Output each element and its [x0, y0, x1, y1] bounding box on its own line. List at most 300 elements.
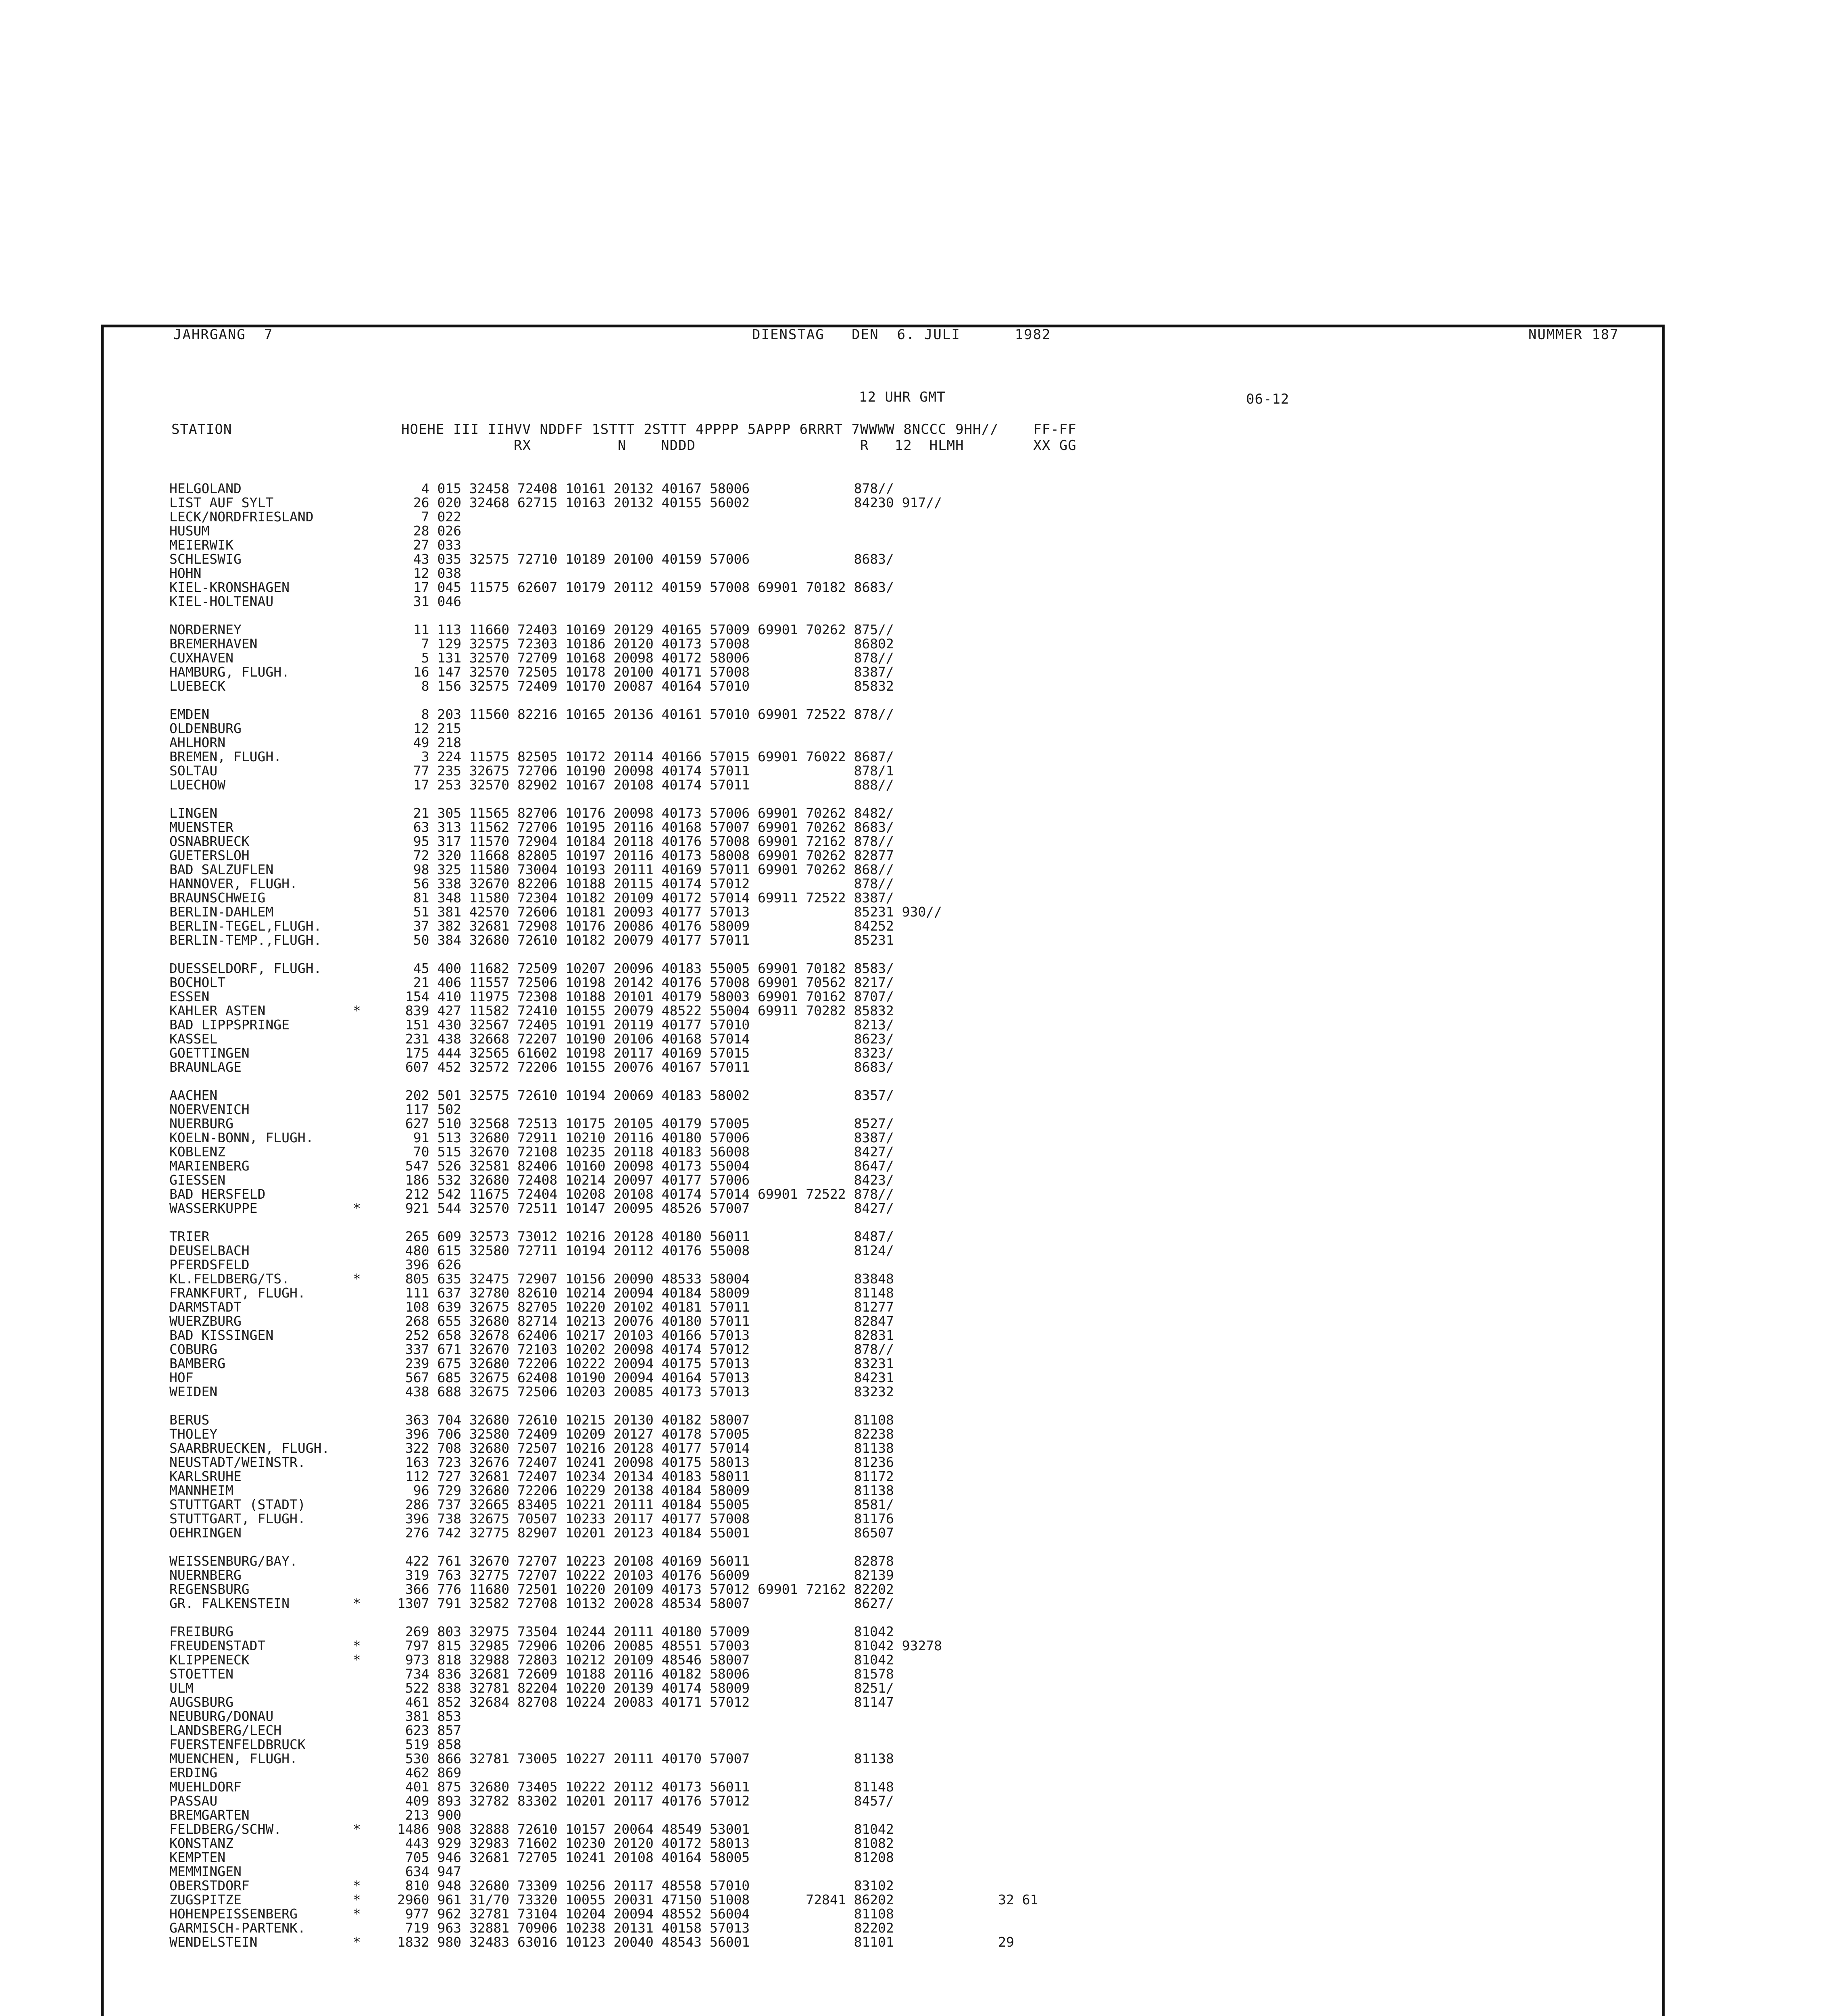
- table-row: [0, 1018, 1834, 1032]
- table-row: [0, 778, 1834, 792]
- table-row: [0, 1187, 1834, 1201]
- observation-codes: 634 947: [397, 1864, 461, 1879]
- table-row: [0, 962, 1834, 975]
- observation-codes: 2960 961 31/70 73320 10055 20031 47150 51008 72841 86202 32 61: [397, 1892, 1038, 1908]
- table-row: [0, 1526, 1834, 1540]
- observation-codes: 108 639 32675 82705 10220 20102 40181 57011 81277: [397, 1299, 894, 1315]
- station-name: STUTTGART (STADT): [169, 1497, 306, 1512]
- station-name: GR. FALKENSTEIN: [169, 1595, 290, 1611]
- station-name: KOBLENZ: [169, 1144, 226, 1160]
- observation-codes: 1307 791 32582 72708 10132 20028 48534 58007 8627/: [397, 1595, 894, 1611]
- observation-codes: 98 325 11580 73004 10193 20111 40169 57011 69901 70262 868//: [397, 862, 894, 877]
- observation-codes: 239 675 32680 72206 10222 20094 40175 57013 83231: [397, 1356, 894, 1371]
- table-row: [0, 1145, 1834, 1159]
- observation-codes: 461 852 32684 82708 10224 20083 40171 57012 81147: [397, 1694, 894, 1710]
- station-name: FUERSTENFELDBRUCK: [169, 1737, 306, 1752]
- table-row: [0, 1060, 1834, 1074]
- table-row: [0, 1441, 1834, 1455]
- observation-codes: 623 857: [397, 1722, 461, 1738]
- station-name: GOETTINGEN: [169, 1045, 250, 1061]
- station-name: CUXHAVEN: [169, 650, 233, 666]
- station-name: NORDERNEY: [169, 622, 242, 637]
- table-row: [0, 679, 1834, 693]
- observation-codes: 96 729 32680 72206 10229 20138 40184 58009 81138: [397, 1483, 894, 1498]
- station-name: OEHRINGEN: [169, 1525, 242, 1541]
- station-name: TRIER: [169, 1229, 210, 1244]
- observation-codes: 607 452 32572 72206 10155 20076 40167 57011 8683/: [397, 1059, 894, 1075]
- table-row: [0, 609, 1834, 623]
- table-row: [0, 1286, 1834, 1300]
- station-name: WENDELSTEIN: [169, 1934, 258, 1950]
- observation-codes: 268 655 32680 82714 10213 20076 40180 57011 82847: [397, 1313, 894, 1329]
- observation-codes: 438 688 32675 72506 10203 20085 40173 57013 83232: [397, 1384, 894, 1400]
- observation-codes: 11 113 11660 72403 10169 20129 40165 57009 69901 70262 875//: [397, 622, 894, 637]
- observation-codes: 519 858: [397, 1737, 461, 1752]
- bergstation-mark: *: [353, 1892, 361, 1908]
- observation-codes: 151 430 32567 72405 10191 20119 40177 57010 8213/: [397, 1017, 894, 1033]
- bergstation-mark: *: [353, 1200, 361, 1216]
- table-row: [0, 595, 1834, 608]
- table-row: [0, 1244, 1834, 1258]
- station-name: KIEL-HOLTENAU: [169, 594, 274, 609]
- bergstation-mark: *: [353, 1003, 361, 1018]
- observation-codes: 212 542 11675 72404 10208 20108 40174 57014 69901 72522 878//: [397, 1186, 894, 1202]
- station-name: LANDSBERG/LECH: [169, 1722, 282, 1738]
- station-name: MEIERWIK: [169, 537, 233, 553]
- observation-codes: 719 963 32881 70906 10238 20131 40158 57013 82202: [397, 1920, 894, 1936]
- station-name: KIEL-KRONSHAGEN: [169, 579, 290, 595]
- station-name: KLIPPENECK: [169, 1652, 250, 1668]
- table-row: [0, 1512, 1834, 1526]
- station-name: BAD LIPPSPRINGE: [169, 1017, 290, 1033]
- station-name: NUERBURG: [169, 1116, 233, 1131]
- observation-codes: 56 338 32670 82206 10188 20115 40174 57012 878//: [397, 876, 894, 891]
- observation-codes: 839 427 11582 72410 10155 20079 48522 55004 69911 70282 85832: [397, 1003, 894, 1018]
- observation-codes: 154 410 11975 72308 10188 20101 40179 58003 69901 70162 8707/: [397, 989, 894, 1004]
- observation-codes: 17 253 32570 82902 10167 20108 40174 57011 888//: [397, 777, 894, 793]
- table-row: [0, 1004, 1834, 1018]
- observation-codes: 8 203 11560 82216 10165 20136 40161 57010 69901 72522 878//: [397, 706, 894, 722]
- observation-codes: 5 131 32570 72709 10168 20098 40172 58006 878//: [397, 650, 894, 666]
- station-name: PFERDSFELD: [169, 1257, 250, 1272]
- table-row: [0, 538, 1834, 552]
- table-row: [0, 1272, 1834, 1286]
- table-row: [0, 524, 1834, 538]
- table-row: [0, 1935, 1834, 1949]
- station-name: LECK/NORDFRIESLAND: [169, 509, 314, 525]
- observation-codes: 1832 980 32483 63016 10123 20040 48543 56001 81101 29: [397, 1934, 1014, 1950]
- table-row: [0, 792, 1834, 806]
- table-row: [0, 1583, 1834, 1596]
- observation-codes: 213 900: [397, 1807, 461, 1823]
- code-columns-header-1: HOEHE III IIHVV NDDFF 1STTT 2STTT 4PPPP 5APPP 6RRRT 7WWWW 8NCCC 9HH// FF-FF: [401, 421, 1077, 437]
- table-row: [0, 877, 1834, 891]
- observation-codes: 480 615 32580 72711 10194 20112 40176 55008 8124/: [397, 1243, 894, 1258]
- observation-codes: 396 738 32675 70507 10233 20117 40177 57008 81176: [397, 1511, 894, 1527]
- table-row: [0, 1851, 1834, 1864]
- observation-codes: 265 609 32573 73012 10216 20128 40180 56011 8487/: [397, 1229, 894, 1244]
- table-row: [0, 948, 1834, 961]
- station-name: DEUSELBACH: [169, 1243, 250, 1258]
- observation-codes: 117 502: [397, 1102, 461, 1117]
- station-name: NEUSTADT/WEINSTR.: [169, 1454, 306, 1470]
- table-row: [0, 905, 1834, 919]
- table-row: [0, 581, 1834, 594]
- zeitraum: 06-12: [1246, 391, 1290, 407]
- station-name: WEISSENBURG/BAY.: [169, 1553, 298, 1569]
- station-name: LIST AUF SYLT: [169, 495, 274, 510]
- observation-codes: 810 948 32680 73309 10256 20117 48558 57010 83102: [397, 1878, 894, 1893]
- station-name: EMDEN: [169, 706, 210, 722]
- observation-codes: 81 348 11580 72304 10182 20109 40172 57014 69911 72522 8387/: [397, 890, 894, 906]
- table-row: [0, 1724, 1834, 1737]
- observation-codes: 26 020 32468 62715 10163 20132 40155 56002 84230 917//: [397, 495, 942, 510]
- table-row: [0, 1103, 1834, 1116]
- station-name: OSNABRUECK: [169, 833, 250, 849]
- table-row: [0, 510, 1834, 524]
- observation-codes: 50 384 32680 72610 10182 20079 40177 57011 85231: [397, 932, 894, 948]
- station-name: AACHEN: [169, 1087, 218, 1103]
- observation-codes: 28 026: [397, 523, 461, 539]
- observation-codes: 51 381 42570 72606 10181 20093 40177 57013 85231 930//: [397, 904, 942, 920]
- table-row: [0, 849, 1834, 862]
- table-row: [0, 764, 1834, 778]
- station-name: KL.FELDBERG/TS.: [169, 1271, 290, 1287]
- observation-codes: 921 544 32570 72511 10147 20095 48526 57007 8427/: [397, 1200, 894, 1216]
- observation-codes: 8 156 32575 72409 10170 20087 40164 57010 85832: [397, 678, 894, 694]
- station-name: BREMGARTEN: [169, 1807, 250, 1823]
- table-row: [0, 1766, 1834, 1780]
- table-row: [0, 821, 1834, 834]
- observation-codes: 49 218: [397, 735, 461, 750]
- table-row: [0, 1568, 1834, 1582]
- observation-codes: 77 235 32675 72706 10190 20098 40174 57011 878/1: [397, 763, 894, 779]
- table-row: [0, 1808, 1834, 1822]
- observation-codes: 37 382 32681 72908 10176 20086 40176 58009 84252: [397, 918, 894, 934]
- observation-codes: 797 815 32985 72906 10206 20085 48551 57003 81042 93278: [397, 1638, 942, 1654]
- observation-codes: 627 510 32568 72513 10175 20105 40179 57005 8527/: [397, 1116, 894, 1131]
- table-row: [0, 1202, 1834, 1215]
- bergstation-mark: *: [353, 1906, 361, 1922]
- table-row: [0, 1159, 1834, 1173]
- table-row: [0, 1216, 1834, 1229]
- observation-codes: 202 501 32575 72610 10194 20069 40183 58002 8357/: [397, 1087, 894, 1103]
- observation-codes: 112 727 32681 72407 10234 20134 40183 58011 81172: [397, 1468, 894, 1484]
- station-name: WASSERKUPPE: [169, 1200, 258, 1216]
- table-row: [0, 1752, 1834, 1766]
- table-row: [0, 1865, 1834, 1879]
- observation-codes: 401 875 32680 73405 10222 20112 40173 56011 81148: [397, 1779, 894, 1795]
- station-name: WUERZBURG: [169, 1313, 242, 1329]
- station-name: THOLEY: [169, 1426, 218, 1442]
- observation-codes: 7 129 32575 72303 10186 20120 40173 57008 86802: [397, 636, 894, 652]
- observation-codes: 286 737 32665 83405 10221 20111 40184 55005 8581/: [397, 1497, 894, 1512]
- table-row: [0, 1329, 1834, 1342]
- observation-codes: 252 658 32678 62406 10217 20103 40166 57013 82831: [397, 1327, 894, 1343]
- station-name: FRANKFURT, FLUGH.: [169, 1285, 306, 1301]
- table-row: [0, 1822, 1834, 1836]
- station-name: BAMBERG: [169, 1356, 226, 1371]
- station-name: AUGSBURG: [169, 1694, 233, 1710]
- table-row: [0, 665, 1834, 679]
- table-row: [0, 708, 1834, 721]
- table-row: [0, 1710, 1834, 1723]
- observation-codes: 7 022: [397, 509, 461, 525]
- table-row: [0, 1681, 1834, 1695]
- table-row: [0, 1173, 1834, 1187]
- table-row: [0, 1540, 1834, 1554]
- station-name: DUESSELDORF, FLUGH.: [169, 960, 322, 976]
- observation-codes: 175 444 32565 61602 10198 20117 40169 57015 8323/: [397, 1045, 894, 1061]
- table-row: [0, 1611, 1834, 1624]
- table-row: [0, 1498, 1834, 1512]
- observation-codes: 409 893 32782 83302 10201 20117 40176 57012 8457/: [397, 1793, 894, 1809]
- station-name: BAD SALZUFLEN: [169, 862, 274, 877]
- table-row: [0, 1653, 1834, 1667]
- observation-codes: 45 400 11682 72509 10207 20096 40183 55005 69901 70182 8583/: [397, 960, 894, 976]
- station-name: BERUS: [169, 1412, 210, 1428]
- station-name: STUTTGART, FLUGH.: [169, 1511, 306, 1527]
- station-name: KOELN-BONN, FLUGH.: [169, 1130, 314, 1145]
- station-name: DARMSTADT: [169, 1299, 242, 1315]
- observation-codes: 91 513 32680 72911 10210 20116 40180 57006 8387/: [397, 1130, 894, 1145]
- station-name: FREIBURG: [169, 1624, 233, 1639]
- table-row: [0, 1625, 1834, 1639]
- observation-codes: 12 038: [397, 565, 461, 581]
- bergstation-mark: *: [353, 1652, 361, 1668]
- station-name: KASSEL: [169, 1031, 218, 1047]
- station-name: ZUGSPITZE: [169, 1892, 242, 1908]
- table-row: [0, 933, 1834, 947]
- observation-codes: 12 215: [397, 721, 461, 736]
- table-row: [0, 1357, 1834, 1370]
- observation-codes: 43 035 32575 72710 10189 20100 40159 57006 8683/: [397, 551, 894, 567]
- station-name: MANNHEIM: [169, 1483, 233, 1498]
- table-row: [0, 1780, 1834, 1794]
- table-row: [0, 651, 1834, 665]
- observation-codes: 21 305 11565 82706 10176 20098 40173 57006 69901 70262 8482/: [397, 805, 894, 821]
- station-name: KAHLER ASTEN: [169, 1003, 266, 1018]
- bergstation-mark: *: [353, 1934, 361, 1950]
- observation-codes: 16 147 32570 72505 10178 20100 40171 57008 8387/: [397, 664, 894, 680]
- station-name: AHLHORN: [169, 735, 226, 750]
- table-row: [0, 919, 1834, 933]
- table-row: [0, 482, 1834, 496]
- bergstation-mark: *: [353, 1821, 361, 1837]
- observation-codes: 31 046: [397, 594, 461, 609]
- table-row: [0, 863, 1834, 877]
- station-name: PASSAU: [169, 1793, 218, 1809]
- table-row: [0, 1907, 1834, 1921]
- station-name: ULM: [169, 1680, 194, 1696]
- observation-codes: 973 818 32988 72803 10212 20109 48546 58007 81042: [397, 1652, 894, 1668]
- table-row: [0, 623, 1834, 637]
- station-name: ERDING: [169, 1765, 218, 1781]
- station-name: COBURG: [169, 1341, 218, 1357]
- table-row: [0, 722, 1834, 735]
- table-row: [0, 976, 1834, 989]
- bergstation-mark: *: [353, 1595, 361, 1611]
- station-name: KEMPTEN: [169, 1849, 226, 1865]
- station-name: BREMEN, FLUGH.: [169, 749, 282, 764]
- observation-codes: 705 946 32681 72705 10241 20108 40164 58005 81208: [397, 1849, 894, 1865]
- station-name: MUEHLDORF: [169, 1779, 242, 1795]
- zeit: 12 UHR GMT: [859, 389, 946, 405]
- station-name: MARIENBERG: [169, 1158, 250, 1174]
- table-row: [0, 1258, 1834, 1272]
- observation-codes: 319 763 32775 72707 10222 20103 40176 56009 82139: [397, 1567, 894, 1583]
- table-row: [0, 1695, 1834, 1709]
- table-row: [0, 1075, 1834, 1088]
- table-row: [0, 1456, 1834, 1469]
- code-columns-header-2: RX N NDDD R 12 HLMH XX GG: [401, 437, 1077, 454]
- station-name: LINGEN: [169, 805, 218, 821]
- table-row: [0, 566, 1834, 580]
- station-name: GARMISCH-PARTENK.: [169, 1920, 306, 1936]
- table-row: [0, 1046, 1834, 1060]
- observation-codes: 322 708 32680 72507 10216 20128 40177 57014 81138: [397, 1440, 894, 1456]
- station-name: BERLIN-TEGEL,FLUGH.: [169, 918, 322, 934]
- station-name: BRAUNLAGE: [169, 1059, 242, 1075]
- station-name: KONSTANZ: [169, 1835, 233, 1851]
- station-name: MUENCHEN, FLUGH.: [169, 1751, 298, 1766]
- observation-codes: 186 532 32680 72408 10214 20097 40177 57006 8423/: [397, 1172, 894, 1188]
- station-name: FREUDENSTADT: [169, 1638, 266, 1654]
- table-row: [0, 1484, 1834, 1497]
- observation-codes: 396 706 32580 72409 10209 20127 40178 57005 82238: [397, 1426, 894, 1442]
- station-name: REGENSBURG: [169, 1581, 250, 1597]
- observation-codes: 4 015 32458 72408 10161 20132 40167 58006 878//: [397, 481, 894, 496]
- observation-codes: 269 803 32975 73504 10244 20111 40180 57009 81042: [397, 1624, 894, 1639]
- observation-codes: 337 671 32670 72103 10202 20098 40174 57012 878//: [397, 1341, 894, 1357]
- observation-codes: 72 320 11668 82805 10197 20116 40173 58008 69901 70262 82877: [397, 848, 894, 863]
- station-name: HUSUM: [169, 523, 210, 539]
- station-name: NUERNBERG: [169, 1567, 242, 1583]
- observation-codes: 734 836 32681 72609 10188 20116 40182 58006 81578: [397, 1666, 894, 1682]
- bergstation-mark: *: [353, 1638, 361, 1654]
- station-name: HAMBURG, FLUGH.: [169, 664, 290, 680]
- observation-codes: 462 869: [397, 1765, 461, 1781]
- table-row: [0, 990, 1834, 1004]
- observation-codes: 27 033: [397, 537, 461, 553]
- table-row: [0, 1300, 1834, 1314]
- table-row: [0, 637, 1834, 651]
- table-row: [0, 806, 1834, 820]
- observation-codes: 63 313 11562 72706 10195 20116 40168 57007 69901 70262 8683/: [397, 819, 894, 835]
- station-name: BERLIN-DAHLEM: [169, 904, 274, 920]
- table-row: [0, 891, 1834, 905]
- table-row: [0, 1230, 1834, 1243]
- station-name: GIESSEN: [169, 1172, 226, 1188]
- observation-codes: 231 438 32668 72207 10190 20106 40168 57014 8623/: [397, 1031, 894, 1047]
- station-name: BOCHOLT: [169, 975, 226, 990]
- station-name: SAARBRUECKEN, FLUGH.: [169, 1440, 330, 1456]
- observation-codes: 522 838 32781 82204 10220 20139 40174 58009 8251/: [397, 1680, 894, 1696]
- observation-codes: 1486 908 32888 72610 10157 20064 48549 53001 81042: [397, 1821, 894, 1837]
- station-name: SOLTAU: [169, 763, 218, 779]
- table-row: [0, 1117, 1834, 1131]
- table-row: [0, 1089, 1834, 1102]
- observation-codes: 547 526 32581 82406 10160 20098 40173 55004 8647/: [397, 1158, 894, 1174]
- station-name: SCHLESWIG: [169, 551, 242, 567]
- bergstation-mark: *: [353, 1271, 361, 1287]
- table-row: [0, 1399, 1834, 1413]
- station-name: BREMERHAVEN: [169, 636, 258, 652]
- station-name: HELGOLAND: [169, 481, 242, 496]
- table-row: [0, 1554, 1834, 1568]
- table-row: [0, 1385, 1834, 1399]
- station-name: HANNOVER, FLUGH.: [169, 876, 298, 891]
- table-row: [0, 1032, 1834, 1046]
- station-name: OBERSTDORF: [169, 1878, 250, 1893]
- table-row: [0, 1343, 1834, 1356]
- observation-codes: 381 853: [397, 1708, 461, 1724]
- station-name: BAD KISSINGEN: [169, 1327, 274, 1343]
- station-name: OLDENBURG: [169, 721, 242, 736]
- datum: DIENSTAG DEN 6. JULI 1982: [752, 327, 1051, 343]
- table-row: [0, 1667, 1834, 1681]
- station-name: LUEBECK: [169, 678, 226, 694]
- observation-codes: 3 224 11575 82505 10172 20114 40166 57015 69901 76022 8687/: [397, 749, 894, 764]
- observation-codes: 21 406 11557 72506 10198 20142 40176 57008 69901 70562 8217/: [397, 975, 894, 990]
- observation-codes: 443 929 32983 71602 10230 20120 40172 58013 81082: [397, 1835, 894, 1851]
- table-row: [0, 1131, 1834, 1145]
- table-row: [0, 1837, 1834, 1850]
- table-row: [0, 750, 1834, 764]
- observation-codes: 567 685 32675 62408 10190 20094 40164 57013 84231: [397, 1370, 894, 1385]
- station-name: HOHENPEISSENBERG: [169, 1906, 298, 1922]
- station-name: STOETTEN: [169, 1666, 233, 1682]
- table-row: [0, 1639, 1834, 1653]
- station-name: HOHN: [169, 565, 202, 581]
- table-row: [0, 496, 1834, 510]
- table-row: [0, 1314, 1834, 1328]
- table-row: [0, 736, 1834, 750]
- observation-codes: 95 317 11570 72904 10184 20118 40176 57008 69901 72162 878//: [397, 833, 894, 849]
- table-row: [0, 552, 1834, 566]
- table-row: [0, 1371, 1834, 1385]
- table-row: [0, 1738, 1834, 1752]
- observation-codes: 17 045 11575 62607 10179 20112 40159 57008 69901 70182 8683/: [397, 579, 894, 595]
- station-name: HOF: [169, 1370, 194, 1385]
- station-name: LUECHOW: [169, 777, 226, 793]
- station-name: FELDBERG/SCHW.: [169, 1821, 282, 1837]
- observation-codes: 530 866 32781 73005 10227 20111 40170 57007 81138: [397, 1751, 894, 1766]
- observation-codes: 111 637 32780 82610 10214 20094 40184 58009 81148: [397, 1285, 894, 1301]
- observation-codes: 396 626: [397, 1257, 461, 1272]
- station-name: WEIDEN: [169, 1384, 218, 1400]
- station-name: NEUBURG/DONAU: [169, 1708, 274, 1724]
- table-row: [0, 1597, 1834, 1610]
- table-row: [0, 1413, 1834, 1427]
- jahrgang: JAHRGANG 7: [173, 327, 273, 343]
- table-row: [0, 1893, 1834, 1907]
- table-row: [0, 1794, 1834, 1808]
- observation-codes: 276 742 32775 82907 10201 20123 40184 55001 86507: [397, 1525, 894, 1541]
- observation-codes: 422 761 32670 72707 10223 20108 40169 56011 82878: [397, 1553, 894, 1569]
- table-row: [0, 1470, 1834, 1483]
- observation-codes: 366 776 11680 72501 10220 20109 40173 57012 69901 72162 82202: [397, 1581, 894, 1597]
- station-column-header: STATION: [171, 421, 232, 437]
- observation-codes: 977 962 32781 73104 10204 20094 48552 56004 81108: [397, 1906, 894, 1922]
- table-row: [0, 694, 1834, 707]
- station-name: KARLSRUHE: [169, 1468, 242, 1484]
- table-row: [0, 1921, 1834, 1935]
- table-row: [0, 1879, 1834, 1893]
- observation-codes: 363 704 32680 72610 10215 20130 40182 58007 81108: [397, 1412, 894, 1428]
- station-name: ESSEN: [169, 989, 210, 1004]
- table-row: [0, 1427, 1834, 1441]
